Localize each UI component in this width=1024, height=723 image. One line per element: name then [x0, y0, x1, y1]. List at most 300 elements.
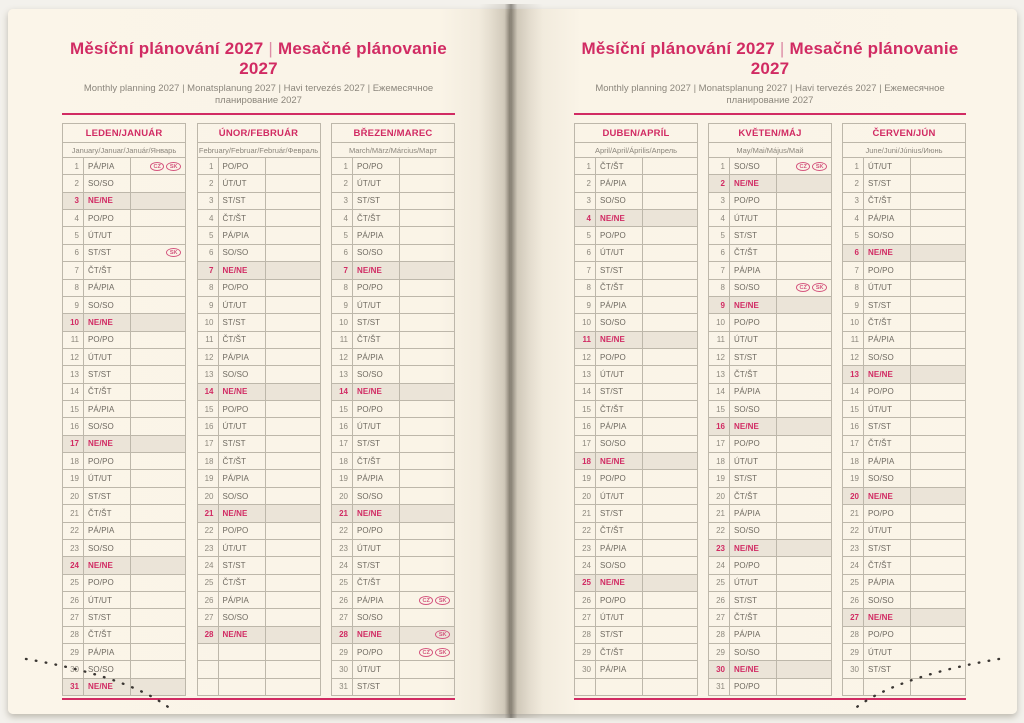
day-number-cell: 21: [332, 505, 353, 521]
title-separator: |: [268, 39, 274, 58]
header-rule: [62, 113, 455, 115]
day-name-cell: ČT/ŠT: [730, 488, 777, 504]
notes-cell: [777, 488, 831, 504]
day-name-cell: NE/NE: [219, 505, 266, 521]
day-name-cell: SO/SO: [84, 661, 131, 677]
calendar-row: [709, 591, 831, 608]
day-name-cell: PO/PO: [864, 262, 911, 278]
day-name-cell: NE/NE: [84, 679, 131, 695]
day-name-cell: PO/PO: [730, 679, 777, 695]
month-table: [842, 123, 966, 696]
notes-cell: [777, 210, 831, 226]
day-number-cell: 2: [198, 175, 219, 191]
calendar-row: [575, 678, 697, 695]
notes-cell: [400, 575, 454, 591]
notes-cell: [777, 436, 831, 452]
day-number-cell: 17: [198, 436, 219, 452]
day-name-cell: ST/ST: [219, 193, 266, 209]
notes-cell: [400, 609, 454, 625]
holiday-badge-sk: SK: [435, 630, 450, 639]
day-number-cell: 17: [575, 436, 596, 452]
day-name-cell: PÁ/PIA: [596, 418, 643, 434]
day-number-cell: 8: [575, 280, 596, 296]
calendar-row: [198, 660, 320, 677]
day-number-cell: 14: [709, 384, 730, 400]
notes-cell: [643, 661, 697, 677]
day-number-cell: 10: [843, 314, 864, 330]
day-name-cell: ÚT/UT: [353, 297, 400, 313]
notes-cell: [400, 453, 454, 469]
notes-cell: [643, 193, 697, 209]
calendar-row: [843, 417, 965, 434]
notes-cell: [266, 297, 320, 313]
day-name-cell: ČT/ŠT: [864, 557, 911, 573]
day-number-cell: 3: [63, 193, 84, 209]
calendar-row: [332, 296, 454, 313]
notes-cell: [400, 488, 454, 504]
day-name-cell: ČT/ŠT: [353, 332, 400, 348]
notes-cell: [911, 401, 965, 417]
day-number-cell: 18: [198, 453, 219, 469]
calendar-row: [575, 158, 697, 174]
day-name-cell: ČT/ŠT: [596, 280, 643, 296]
calendar-row: [332, 158, 454, 174]
day-number-cell: 2: [332, 175, 353, 191]
day-number-cell: 25: [63, 575, 84, 591]
notes-cell: [266, 175, 320, 191]
notes-cell: [777, 540, 831, 556]
notes-cell: [911, 436, 965, 452]
day-name-cell: ST/ST: [219, 557, 266, 573]
day-number-cell: 26: [332, 592, 353, 608]
notes-cell: [266, 210, 320, 226]
notes-cell: [777, 349, 831, 365]
calendar-row: [575, 417, 697, 434]
day-number-cell: 11: [198, 332, 219, 348]
calendar-row-sunday: [198, 626, 320, 643]
notes-cell: [131, 384, 185, 400]
day-name-cell: SO/SO: [864, 470, 911, 486]
month-table: [708, 123, 832, 696]
calendar-row: [332, 556, 454, 573]
day-name-cell: ÚT/UT: [864, 401, 911, 417]
calendar-row: [63, 174, 185, 191]
calendar-row: [63, 522, 185, 539]
day-name-cell: PÁ/PIA: [353, 349, 400, 365]
day-number-cell: 25: [709, 575, 730, 591]
calendar-row: [332, 331, 454, 348]
notes-cell: [266, 523, 320, 539]
day-number-cell: 28: [198, 627, 219, 643]
notes-cell: [131, 210, 185, 226]
calendar-row: [198, 539, 320, 556]
notes-cell: [643, 505, 697, 521]
notes-cell: [400, 245, 454, 261]
notes-cell: [131, 245, 185, 261]
day-number-cell: 16: [332, 418, 353, 434]
day-name-cell: PÁ/PIA: [864, 332, 911, 348]
day-number-cell: 14: [198, 384, 219, 400]
notes-cell: [777, 227, 831, 243]
day-number-cell: 30: [332, 661, 353, 677]
calendar-row: [332, 591, 454, 608]
notes-cell: [266, 488, 320, 504]
day-number-cell: 10: [332, 314, 353, 330]
calendar-row: [332, 279, 454, 296]
page-title: [62, 39, 455, 79]
notes-cell: [266, 592, 320, 608]
calendar-row: [575, 469, 697, 486]
notes-cell: [131, 175, 185, 191]
calendar-row: [843, 435, 965, 452]
day-name-cell: [219, 679, 266, 695]
month-rows: [332, 158, 454, 695]
day-name-cell: SO/SO: [596, 436, 643, 452]
calendar-row: [575, 435, 697, 452]
day-number-cell: 6: [709, 245, 730, 261]
calendar-row: [575, 626, 697, 643]
month-rows: [843, 158, 965, 695]
notes-cell: [643, 349, 697, 365]
day-number-cell: 2: [575, 175, 596, 191]
calendar-row: [63, 469, 185, 486]
day-number-cell: 19: [575, 470, 596, 486]
calendar-row: [332, 313, 454, 330]
month-grid-right: [574, 123, 966, 696]
notes-cell: [643, 384, 697, 400]
notes-cell: [400, 592, 454, 608]
notes-cell: [266, 627, 320, 643]
day-name-cell: ST/ST: [219, 314, 266, 330]
corner-dotted-arc: [843, 656, 1003, 712]
notes-cell: [266, 384, 320, 400]
calendar-row: [575, 313, 697, 330]
day-number-cell: 13: [332, 366, 353, 382]
calendar-row-sunday: [843, 487, 965, 504]
notes-cell: [643, 453, 697, 469]
calendar-row: [63, 226, 185, 243]
day-number-cell: 27: [709, 609, 730, 625]
notes-cell: [777, 523, 831, 539]
day-number-cell: 1: [332, 158, 353, 174]
calendar-row: [198, 487, 320, 504]
day-number-cell: 5: [843, 227, 864, 243]
day-name-cell: ČT/ŠT: [864, 314, 911, 330]
day-number-cell: 8: [198, 280, 219, 296]
day-name-cell: NE/NE: [84, 557, 131, 573]
notes-cell: [266, 453, 320, 469]
day-number-cell: 7: [709, 262, 730, 278]
day-number-cell: 7: [63, 262, 84, 278]
month-table: [331, 123, 455, 696]
day-number-cell: 12: [843, 349, 864, 365]
day-name-cell: ÚT/UT: [596, 609, 643, 625]
calendar-row: [63, 626, 185, 643]
day-number-cell: 4: [198, 210, 219, 226]
notes-cell: [131, 453, 185, 469]
day-number-cell: 30: [63, 661, 84, 677]
day-number-cell: [198, 644, 219, 660]
notes-cell: [777, 470, 831, 486]
day-name-cell: NE/NE: [84, 314, 131, 330]
calendar-row: [332, 608, 454, 625]
notes-cell: [400, 158, 454, 174]
day-name-cell: SO/SO: [730, 280, 777, 296]
day-name-cell: ÚT/UT: [596, 366, 643, 382]
calendar-row: [63, 487, 185, 504]
day-number-cell: 21: [843, 505, 864, 521]
calendar-row: [575, 261, 697, 278]
day-name-cell: PÁ/PIA: [84, 644, 131, 660]
day-number-cell: 2: [709, 175, 730, 191]
notes-cell: [131, 557, 185, 573]
day-name-cell: SO/SO: [730, 523, 777, 539]
notes-cell: [643, 210, 697, 226]
calendar-row: [709, 522, 831, 539]
day-name-cell: ÚT/UT: [864, 280, 911, 296]
day-number-cell: 19: [63, 470, 84, 486]
day-name-cell: NE/NE: [596, 575, 643, 591]
page-subtitle: Monthly planning 2027 | Monatsplanung 2027 | Havi tervezés 2027 | Ежемесячное планирование 2027: [595, 83, 945, 106]
day-name-cell: NE/NE: [84, 193, 131, 209]
day-name-cell: PÁ/PIA: [84, 158, 131, 174]
month-subtitle: January/Januar/Január/Январь: [63, 143, 185, 158]
notes-cell: [400, 332, 454, 348]
day-name-cell: SO/SO: [219, 488, 266, 504]
day-name-cell: PO/PO: [219, 158, 266, 174]
notes-cell: [400, 627, 454, 643]
calendar-row: [575, 383, 697, 400]
calendar-row: [198, 522, 320, 539]
title-separator: |: [779, 39, 785, 58]
calendar-row: [843, 574, 965, 591]
day-name-cell: SO/SO: [219, 245, 266, 261]
day-name-cell: NE/NE: [864, 609, 911, 625]
calendar-row: [332, 400, 454, 417]
calendar-row-sunday: [843, 608, 965, 625]
day-name-cell: SO/SO: [730, 158, 777, 174]
day-name-cell: PO/PO: [596, 470, 643, 486]
calendar-row: [198, 417, 320, 434]
day-name-cell: SO/SO: [596, 557, 643, 573]
calendar-row: [709, 365, 831, 382]
day-number-cell: 15: [198, 401, 219, 417]
calendar-row: [709, 643, 831, 660]
notes-cell: [400, 349, 454, 365]
day-number-cell: 7: [575, 262, 596, 278]
day-name-cell: ST/ST: [84, 245, 131, 261]
notes-cell: [400, 470, 454, 486]
day-name-cell: PO/PO: [864, 505, 911, 521]
calendar-row: [575, 192, 697, 209]
calendar-row: [709, 487, 831, 504]
day-number-cell: 25: [332, 575, 353, 591]
day-name-cell: PÁ/PIA: [864, 575, 911, 591]
calendar-row: [709, 261, 831, 278]
calendar-row-sunday: [575, 452, 697, 469]
notes-cell: [777, 418, 831, 434]
notes-cell: [131, 505, 185, 521]
notes-cell: [131, 401, 185, 417]
calendar-row-sunday: [709, 539, 831, 556]
day-number-cell: 10: [198, 314, 219, 330]
day-name-cell: ST/ST: [730, 227, 777, 243]
notes-cell: [911, 540, 965, 556]
day-name-cell: ÚT/UT: [730, 210, 777, 226]
notes-cell: [266, 349, 320, 365]
day-number-cell: 2: [63, 175, 84, 191]
day-name-cell: ÚT/UT: [219, 297, 266, 313]
day-number-cell: 9: [709, 297, 730, 313]
calendar-row: [843, 539, 965, 556]
day-name-cell: [219, 644, 266, 660]
day-number-cell: 6: [332, 245, 353, 261]
day-name-cell: ČT/ŠT: [596, 523, 643, 539]
day-name-cell: PÁ/PIA: [353, 470, 400, 486]
day-number-cell: 7: [198, 262, 219, 278]
day-number-cell: 19: [843, 470, 864, 486]
calendar-row: [843, 209, 965, 226]
day-number-cell: 9: [843, 297, 864, 313]
day-number-cell: 12: [198, 349, 219, 365]
day-name-cell: ÚT/UT: [84, 227, 131, 243]
day-number-cell: 9: [198, 297, 219, 313]
day-number-cell: 22: [332, 523, 353, 539]
month-rows: [63, 158, 185, 695]
day-number-cell: 24: [198, 557, 219, 573]
day-name-cell: PO/PO: [864, 627, 911, 643]
day-number-cell: 19: [332, 470, 353, 486]
calendar-row: [63, 296, 185, 313]
day-name-cell: PÁ/PIA: [730, 627, 777, 643]
left-page: [8, 9, 510, 714]
calendar-row: [198, 158, 320, 174]
day-name-cell: PO/PO: [84, 575, 131, 591]
notes-cell: [131, 592, 185, 608]
day-number-cell: 31: [709, 679, 730, 695]
day-number-cell: 28: [843, 627, 864, 643]
day-number-cell: 27: [575, 609, 596, 625]
day-name-cell: SO/SO: [730, 644, 777, 660]
calendar-row: [709, 469, 831, 486]
day-number-cell: 20: [198, 488, 219, 504]
day-name-cell: ÚT/UT: [353, 175, 400, 191]
day-number-cell: 21: [709, 505, 730, 521]
day-name-cell: ČT/ŠT: [730, 366, 777, 382]
day-name-cell: ÚT/UT: [353, 540, 400, 556]
day-name-cell: ČT/ŠT: [84, 627, 131, 643]
notes-cell: [400, 314, 454, 330]
calendar-row: [63, 504, 185, 521]
day-number-cell: [198, 679, 219, 695]
day-number-cell: 22: [575, 523, 596, 539]
notes-cell: [131, 158, 185, 174]
day-number-cell: 29: [575, 644, 596, 660]
notes-cell: [911, 193, 965, 209]
calendar-row: [332, 174, 454, 191]
day-name-cell: NE/NE: [730, 418, 777, 434]
notes-cell: [777, 453, 831, 469]
day-name-cell: PÁ/PIA: [596, 297, 643, 313]
day-name-cell: PÁ/PIA: [219, 470, 266, 486]
day-name-cell: PO/PO: [219, 280, 266, 296]
notes-cell: [643, 366, 697, 382]
day-name-cell: ST/ST: [864, 418, 911, 434]
day-number-cell: 30: [843, 661, 864, 677]
day-name-cell: ÚT/UT: [219, 540, 266, 556]
calendar-row: [198, 226, 320, 243]
calendar-row-sunday: [709, 296, 831, 313]
calendar-row: [63, 383, 185, 400]
calendar-row: [332, 348, 454, 365]
day-number-cell: [198, 661, 219, 677]
day-name-cell: PO/PO: [730, 314, 777, 330]
day-number-cell: 3: [709, 193, 730, 209]
day-name-cell: ÚT/UT: [864, 644, 911, 660]
day-number-cell: 26: [575, 592, 596, 608]
calendar-row: [575, 487, 697, 504]
calendar-row: [332, 574, 454, 591]
notes-cell: [400, 661, 454, 677]
notes-cell: [777, 262, 831, 278]
header-rule: [574, 113, 966, 115]
notes-cell: [911, 609, 965, 625]
day-number-cell: 1: [63, 158, 84, 174]
day-name-cell: PÁ/PIA: [84, 401, 131, 417]
calendar-row: [63, 591, 185, 608]
day-number-cell: 30: [709, 661, 730, 677]
day-number-cell: 11: [332, 332, 353, 348]
day-number-cell: 7: [332, 262, 353, 278]
calendar-row: [709, 400, 831, 417]
day-number-cell: 14: [63, 384, 84, 400]
notes-cell: [777, 366, 831, 382]
notes-cell: [911, 262, 965, 278]
day-number-cell: 8: [332, 280, 353, 296]
day-name-cell: NE/NE: [730, 297, 777, 313]
notes-cell: [400, 280, 454, 296]
day-number-cell: 11: [843, 332, 864, 348]
day-name-cell: PO/PO: [730, 193, 777, 209]
day-name-cell: PÁ/PIA: [219, 227, 266, 243]
calendar-row: [709, 678, 831, 695]
day-number-cell: 1: [198, 158, 219, 174]
day-number-cell: 14: [575, 384, 596, 400]
calendar-row: [63, 452, 185, 469]
day-name-cell: ČT/ŠT: [84, 505, 131, 521]
day-number-cell: 16: [575, 418, 596, 434]
day-number-cell: 17: [63, 436, 84, 452]
day-name-cell: ST/ST: [353, 557, 400, 573]
calendar-row: [709, 226, 831, 243]
day-number-cell: 12: [332, 349, 353, 365]
day-number-cell: 6: [843, 245, 864, 261]
day-number-cell: 24: [709, 557, 730, 573]
day-number-cell: 23: [575, 540, 596, 556]
day-name-cell: PO/PO: [353, 280, 400, 296]
day-name-cell: NE/NE: [219, 627, 266, 643]
calendar-row: [709, 574, 831, 591]
notes-cell: [266, 540, 320, 556]
notes-cell: [911, 158, 965, 174]
calendar-row-sunday: [332, 626, 454, 643]
day-number-cell: 18: [332, 453, 353, 469]
left-page-content: [8, 9, 510, 714]
notes-cell: [131, 280, 185, 296]
month-title: KVĚTEN/MÁJ: [709, 124, 831, 143]
calendar-row-sunday: [709, 174, 831, 191]
month-rows: [575, 158, 697, 695]
